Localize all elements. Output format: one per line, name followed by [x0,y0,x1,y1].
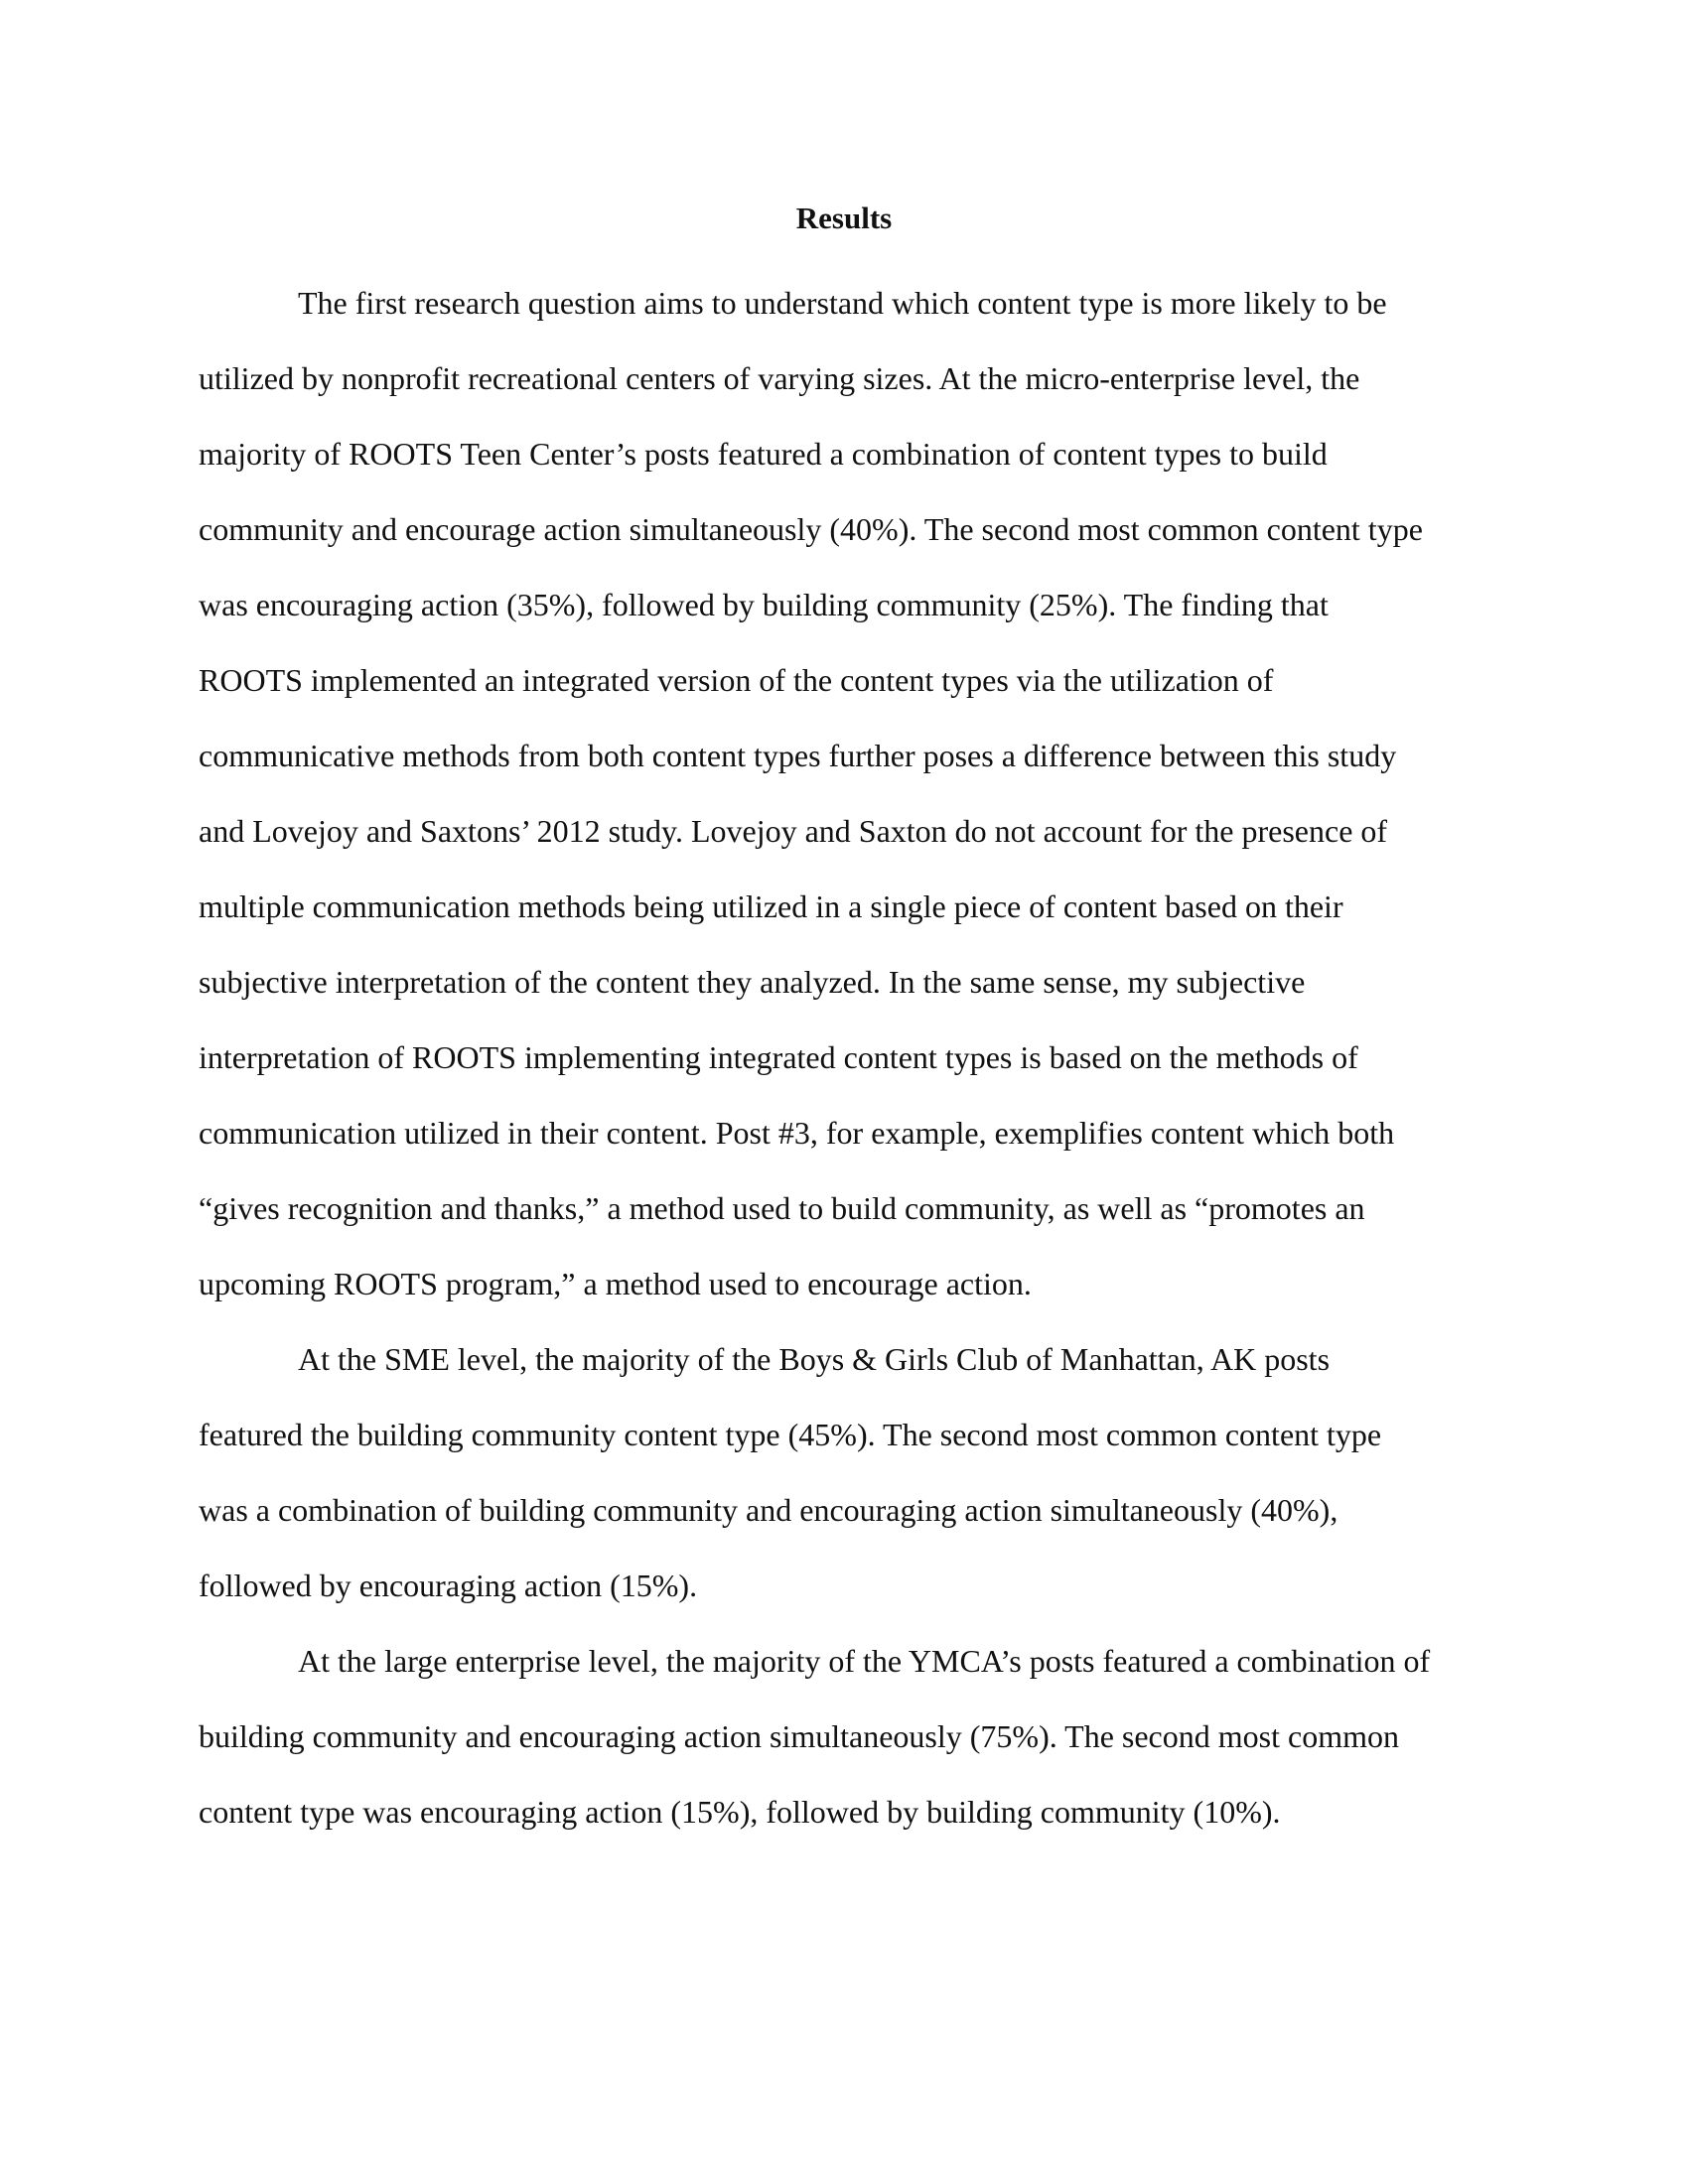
paragraph-1-line-4: community and encourage action simultaneously (40%). The second most common content type [199,511,1423,547]
paragraph-1-line-8: and Lovejoy and Saxtons’ 2012 study. Lovejoy and Saxton do not account for the presence of [199,813,1388,849]
paragraph-1-line-13: “gives recognition and thanks,” a method used to build community, as well as “promotes an [199,1190,1365,1226]
paragraph-1-line-9: multiple communication methods being utilized in a single piece of content based on their [199,888,1343,924]
paragraph-1-line-11: interpretation of ROOTS implementing integrated content types is based on the methods of [199,1039,1358,1075]
paragraph-1-line-2: utilized by nonprofit recreational centers of varying sizes. At the micro-enterprise level, the [199,360,1360,396]
paragraph-1-line-12: communication utilized in their content. Post #3, for example, exemplifies content which both [199,1115,1395,1151]
paragraph-1-line-5: was encouraging action (35%), followed by building community (25%). The finding that [199,587,1329,622]
paragraph-1-line-14: upcoming ROOTS program,” a method used to encourage action. [199,1266,1032,1301]
paragraph-3-line-3: content type was encouraging action (15%), followed by building community (10%). [199,1794,1281,1830]
section-heading: Results [795,201,893,235]
paragraph-1-line-1: The first research question aims to understand which content type is more likely to be [298,285,1387,321]
paragraph-2-line-3: was a combination of building community and encouraging action simultaneously (40%), [199,1492,1338,1528]
paragraph-1-line-6: ROOTS implemented an integrated version of the content types via the utilization of [199,662,1274,698]
paragraph-1-line-3: majority of ROOTS Teen Center’s posts featured a combination of content types to build [199,436,1328,472]
paragraph-3-line-1: At the large enterprise level, the majority of the YMCA’s posts featured a combination of [298,1643,1431,1679]
paragraph-2-line-1: At the SME level, the majority of the Boys & Girls Club of Manhattan, AK posts [298,1341,1331,1377]
paragraph-1-line-7: communicative methods from both content types further poses a difference between this study [199,738,1397,773]
paragraph-2-line-4: followed by encouraging action (15%). [199,1568,698,1603]
paragraph-2-line-2: featured the building community content type (45%). The second most common content type [199,1417,1382,1452]
paragraph-1-line-10: subjective interpretation of the content they analyzed. In the same sense, my subjective [199,964,1306,1000]
paragraph-3-line-2: building community and encouraging action simultaneously (75%). The second most common [199,1718,1399,1754]
